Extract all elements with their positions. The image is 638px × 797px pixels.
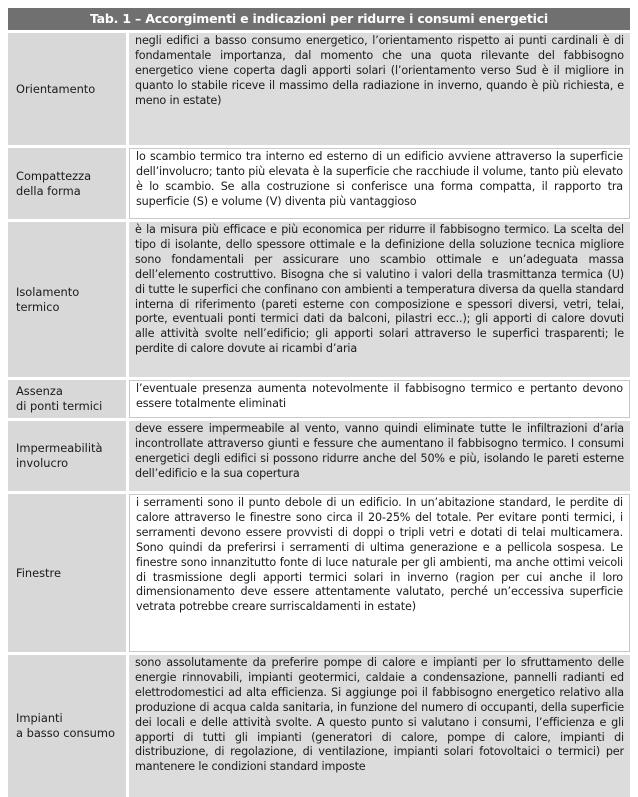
table-row-orientamento bbox=[8, 33, 630, 145]
row-label: Orientamento bbox=[8, 33, 126, 145]
row-text: negli edifici a basso consumo energetico, l’orientamento rispetto ai punti cardinali è di fondamentale importanza, dal momento che una quota rilevante del fabbisogno energetico viene coperta dagli apporti solari (l’orientamento verso Sud è il migliore in quanto lo stabile riceve il massimo della radiazione in inverno, quando è più richiesta, e meno in estate) bbox=[129, 33, 630, 145]
row-label: Finestre bbox=[8, 494, 126, 652]
table-row-finestre bbox=[8, 494, 630, 652]
table-row-compattezza bbox=[8, 148, 630, 219]
row-label: Impianti a basso consumo bbox=[8, 655, 126, 797]
table-row-impermeabilita bbox=[8, 421, 630, 491]
row-label: Impermeabilità involucro bbox=[8, 421, 126, 491]
row-text: lo scambio termico tra interno ed esterno di un edificio avviene attraverso la superficie dell’involucro; tanto più elevata è la superficie che racchiude il volume, tanto più elevato è lo scambio. Se alla costruzione si conferisce una forma compatta, il rapporto tra superficie (S) e volume (V) diventa più vantaggioso bbox=[129, 148, 630, 219]
row-text: i serramenti sono il punto debole di un edificio. In un’abitazione standard, le perdite di calore attraverso le finestre sono circa il 20-25% del totale. Per evitare ponti termici, i serramenti devono essere provvisti di doppi o tripli vetri e dotati di telai multicamera. Sono quindi da preferirsi i serramenti di ultima generazione e a pellicola sospesa. Le finestre sono innanzitutto fonte di luce naturale per gli ambienti, ma anche ottimi veicoli di trasmissione degli apporti termici solari in inverno (ragion per cui anche il loro dimensionamento deve essere attentamente valutato, perché un’eccessiva superficie vetrata potrebbe creare surriscaldamenti in estate) bbox=[129, 494, 630, 652]
table-row-isolamento bbox=[8, 222, 630, 377]
row-text: l’eventuale presenza aumenta notevolmente il fabbisogno termico e pertanto devono essere totalmente eliminati bbox=[129, 380, 630, 418]
row-label: Assenza di ponti termici bbox=[8, 380, 126, 418]
row-text: deve essere impermeabile al vento, vanno quindi eliminate tutte le infiltrazioni d’aria incontrollate attraverso giunti e fessure che aumentano il fabbisogno termico. I consumi energetici degli edifici si possono ridurre anche del 50% e più, isolando le pareti esterne dell’edificio e la sua copertura bbox=[129, 421, 630, 491]
table-row-ponti-termici bbox=[8, 380, 630, 418]
row-label: Compattezza della forma bbox=[8, 148, 126, 219]
row-label: Isolamento termico bbox=[8, 222, 126, 377]
table-title: Tab. 1 – Accorgimenti e indicazioni per ridurre i consumi energetici bbox=[8, 8, 630, 30]
energy-table bbox=[8, 8, 630, 772]
row-text: sono assolutamente da preferire pompe di calore e impianti per lo sfruttamento delle energie rinnovabili, impianti geotermici, caldaie a condensazione, pannelli radianti ed elettrodomestici ad alta efficienza. Si aggiunge poi il fabbisogno energetico relativo alla produzione di acqua calda sanitaria, in funzione del numero di occupanti, della superficie dei locali e delle attività svolte. A questo punto si valutano i consumi, l’efficienza e gli apporti di tutti gli impianti (generatori di calore, pompe di calore, impianti di distribuzione, di regolazione, di ventilazione, impianti solari fotovoltaici o termici) per mantenere le condizioni standard imposte bbox=[129, 655, 630, 797]
table-row-impianti bbox=[8, 655, 630, 797]
row-text: è la misura più efficace e più economica per ridurre il fabbisogno termico. La scelta del tipo di isolante, dello spessore ottimale e la definizione della soluzione tecnica migliore sono fondamentali per assicurare uno scambio ottimale e un’adeguata massa dell’elemento costruttivo. Bisogna che si valutino i valori della trasmittanza termica (U) di tutte le superfici che confinano con ambienti a temperatura diversa da quella standard interna di riferimento (pareti esterne con composizione e spessori diversi, vetri, telai, porte, eventuali ponti termici dati da balconi, pilastri ecc..); gli apporti di calore dovuti alle attività svolte nell’edificio; gli apporti solari attraverso le superfici trasparenti; le perdite di calore dovute ai ricambi d’aria bbox=[129, 222, 630, 377]
